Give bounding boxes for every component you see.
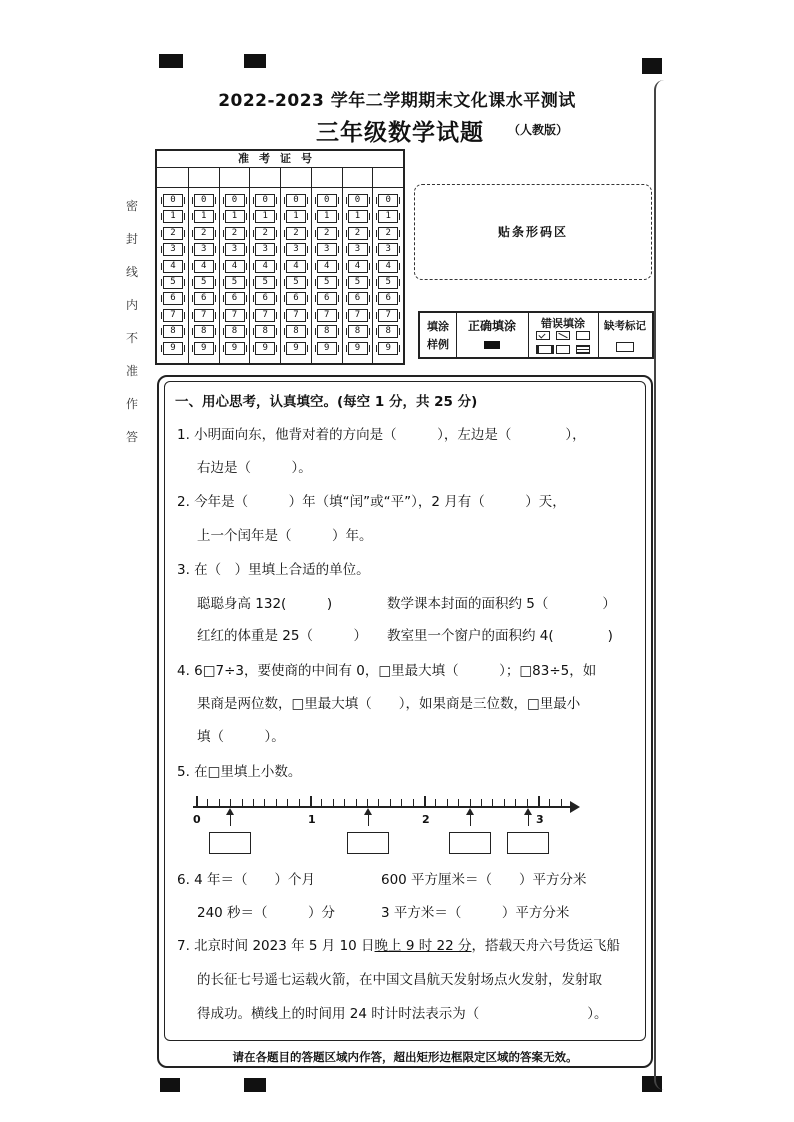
number-line-pointer (528, 812, 529, 826)
barcode-label: 贴条形码区 (497, 225, 568, 239)
seal-char: 作 (125, 397, 138, 411)
digit-bubble[interactable]: 7 (317, 309, 337, 322)
digit-bubble[interactable]: 9 (378, 342, 398, 355)
digit-bubble[interactable]: 6 (255, 292, 275, 305)
number-line-tick (424, 796, 426, 806)
digit-bubble[interactable]: 1 (255, 210, 275, 223)
digit-bubble[interactable]: 5 (378, 276, 398, 289)
digit-bubble[interactable]: 8 (163, 325, 183, 338)
seal-line-text (124, 190, 140, 454)
admission-digit-column (372, 167, 403, 363)
digit-bubble[interactable]: 5 (348, 276, 368, 289)
number-line-tick (492, 799, 493, 806)
registration-mark (244, 1078, 266, 1092)
question-6-item-d: 3 平方米＝（ ）平方分米 (381, 905, 570, 921)
seal-char: 内 (125, 298, 138, 312)
number-line-tick (413, 799, 414, 806)
digit-bubble[interactable]: 6 (163, 292, 183, 305)
question-5-line-1: 5. 在□里填上小数。 (177, 764, 302, 780)
correct-fill-mark (484, 341, 500, 349)
digit-bubble[interactable]: 3 (194, 243, 214, 256)
number-line-tick (196, 796, 198, 806)
admission-write-box[interactable] (311, 167, 342, 188)
seal-char: 线 (125, 265, 138, 279)
correct-fill-label: 正确填涂 (467, 319, 516, 333)
admission-digit-column (311, 167, 343, 363)
number-line-tick (390, 799, 391, 806)
question-3-item-d: 教室里一个窗户的面积约 4( ) (387, 628, 613, 644)
question-6-item-b: 600 平方厘米＝（ ）平方分米 (381, 872, 587, 888)
digit-bubble[interactable]: 1 (163, 210, 183, 223)
digit-bubble[interactable]: 6 (286, 292, 306, 305)
digit-bubble[interactable]: 1 (348, 210, 368, 223)
digit-bubble[interactable]: 3 (378, 243, 398, 256)
digit-bubble[interactable]: 7 (225, 309, 245, 322)
exam-title: 2022-2023 学年二学期期末文化课水平测试 (218, 91, 576, 111)
number-line-tick (435, 799, 436, 806)
correct-fill-cell (456, 313, 529, 357)
digit-bubble[interactable]: 4 (194, 260, 214, 273)
number-line-tick (310, 796, 312, 806)
digit-bubble[interactable]: 2 (225, 227, 245, 240)
question-7-line-2: 的长征七号遥七运载火箭，在中国文昌航天发射场点火发射，发射取 (197, 972, 602, 988)
number-line-tick (481, 799, 482, 806)
binding-rule (654, 80, 668, 1090)
seal-char: 不 (125, 331, 138, 345)
digit-bubble[interactable]: 8 (378, 325, 398, 338)
number-line-label-2: 2 (422, 813, 430, 826)
admission-write-box[interactable] (280, 167, 311, 188)
admission-digit-column (188, 167, 220, 363)
digit-bubble[interactable]: 0 (194, 194, 214, 207)
question-7-line-3: 得成功。横线上的时间用 24 时计时法表示为（ ）。 (197, 1006, 608, 1022)
number-line-label-1: 1 (308, 813, 316, 826)
number-line-pointer (470, 812, 471, 826)
number-line-tick (299, 799, 300, 806)
question-2-line-2: 上一个闰年是（ ）年。 (197, 528, 373, 544)
digit-bubble[interactable]: 8 (255, 325, 275, 338)
digit-bubble[interactable]: 5 (255, 276, 275, 289)
decimal-answer-box[interactable] (347, 832, 389, 854)
number-line-pointer (230, 812, 231, 826)
decimal-answer-box[interactable] (449, 832, 491, 854)
digit-bubble[interactable]: 3 (163, 243, 183, 256)
digit-bubble[interactable]: 6 (194, 292, 214, 305)
number-line-tick (470, 799, 471, 806)
registration-mark (159, 54, 183, 68)
absent-mark-label: 缺考标记 (604, 320, 646, 332)
question-3-line-1: 3. 在（ ）里填上合适的单位。 (177, 562, 370, 578)
digit-bubble[interactable]: 9 (225, 342, 245, 355)
question-6-item-a: 6. 4 年＝（ ）个月 (177, 872, 316, 888)
digit-bubble[interactable]: 7 (286, 309, 306, 322)
number-line-label-0: 0 (193, 813, 201, 826)
edition-label: （人教版） (508, 123, 569, 137)
underlined-time: 晚上 9 时 22 分 (374, 938, 472, 954)
decimal-answer-box[interactable] (209, 832, 251, 854)
digit-bubble[interactable]: 2 (194, 227, 214, 240)
digit-bubble[interactable]: 7 (348, 309, 368, 322)
admission-write-box[interactable] (157, 167, 188, 188)
digit-bubble[interactable]: 0 (317, 194, 337, 207)
admission-number-grid (155, 149, 405, 365)
exam-subtitle: 三年级数学试题 (316, 120, 484, 146)
digit-bubble[interactable]: 2 (255, 227, 275, 240)
digit-bubble[interactable]: 7 (255, 309, 275, 322)
digit-bubble[interactable]: 1 (317, 210, 337, 223)
wrong-mark-check (536, 331, 550, 340)
fill-example-label-cell (420, 313, 457, 357)
number-line-tick (549, 799, 550, 806)
digit-bubble[interactable]: 0 (286, 194, 306, 207)
digit-bubble[interactable]: 5 (317, 276, 337, 289)
number-line-tick (344, 799, 345, 806)
digit-bubble[interactable]: 5 (194, 276, 214, 289)
digit-bubble[interactable]: 5 (286, 276, 306, 289)
number-line-tick (333, 799, 334, 806)
digit-bubble[interactable]: 4 (378, 260, 398, 273)
digit-bubble[interactable]: 7 (163, 309, 183, 322)
digit-bubble[interactable]: 8 (225, 325, 245, 338)
number-line-pointer (368, 812, 369, 826)
digit-bubble[interactable]: 3 (317, 243, 337, 256)
digit-bubble[interactable]: 4 (225, 260, 245, 273)
digit-bubble[interactable]: 9 (194, 342, 214, 355)
digit-bubble[interactable]: 6 (225, 292, 245, 305)
digit-bubble[interactable]: 9 (255, 342, 275, 355)
number-line-tick (458, 799, 459, 806)
digit-bubble[interactable]: 0 (378, 194, 398, 207)
digit-bubble[interactable]: 1 (194, 210, 214, 223)
digit-bubble[interactable]: 9 (286, 342, 306, 355)
number-line-tick (356, 799, 357, 806)
admission-write-box[interactable] (372, 167, 403, 188)
digit-bubble[interactable]: 5 (225, 276, 245, 289)
wrong-fill-label: 错误填涂 (541, 317, 585, 330)
digit-bubble[interactable]: 3 (348, 243, 368, 256)
answer-notice: 请在各题目的答题区域内作答，超出矩形边框限定区域的答案无效。 (232, 1050, 578, 1064)
number-line-tick (276, 799, 277, 806)
wrong-mark-empty (576, 331, 590, 340)
number-line-tick (538, 796, 540, 806)
admission-digit-column (249, 167, 281, 363)
wrong-mark-partial (536, 345, 554, 354)
digit-bubble[interactable]: 0 (348, 194, 368, 207)
number-line-arrow (570, 801, 580, 813)
registration-mark (160, 1078, 180, 1092)
digit-bubble[interactable]: 0 (255, 194, 275, 207)
digit-bubble[interactable]: 9 (317, 342, 337, 355)
admission-digit-column (157, 167, 189, 363)
seal-char: 密 (125, 199, 138, 213)
admission-digit-column (280, 167, 312, 363)
number-line-axis (193, 806, 573, 808)
wrong-mark-cross (556, 331, 570, 340)
digit-bubble[interactable]: 4 (163, 260, 183, 273)
digit-bubble[interactable]: 5 (163, 276, 183, 289)
number-line-tick (515, 799, 516, 806)
registration-mark (244, 54, 266, 68)
question-6-item-c: 240 秒＝（ ）分 (197, 905, 336, 921)
question-3-item-a: 聪聪身高 132( ) (197, 596, 333, 612)
fill-example-label: 填涂样例 (427, 320, 449, 351)
digit-bubble[interactable]: 6 (317, 292, 337, 305)
barcode-area (414, 184, 652, 280)
digit-bubble[interactable]: 7 (194, 309, 214, 322)
number-line-tick (527, 799, 528, 806)
digit-bubble[interactable]: 9 (163, 342, 183, 355)
admission-write-box[interactable] (219, 167, 250, 188)
seal-char: 封 (125, 232, 138, 246)
absent-mark-box (616, 342, 634, 352)
question-3-item-c: 红红的体重是 25（ ） (197, 628, 367, 644)
wrong-mark-circle (556, 345, 570, 354)
question-4-line-1: 4. 6□7÷3，要使商的中间有 0，□里最大填（ ）；□83÷5，如 (177, 663, 597, 679)
admission-write-box[interactable] (188, 167, 219, 188)
question-3-item-b: 数学课本封面的面积约 5（ ） (387, 596, 616, 612)
number-line-tick (321, 799, 322, 806)
question-7-line-1: 7. 北京时间 2023 年 5 月 10 日晚上 9 时 22 分，搭载天舟六号货运飞船 (177, 938, 620, 954)
number-line-tick (242, 799, 243, 806)
number-line-tick (230, 799, 231, 806)
number-line-tick (287, 799, 288, 806)
number-line-tick (447, 799, 448, 806)
number-line-tick (561, 799, 562, 806)
digit-bubble[interactable]: 3 (255, 243, 275, 256)
fill-example-box (418, 311, 654, 359)
digit-bubble[interactable]: 6 (348, 292, 368, 305)
wrong-mark-striped (576, 345, 590, 354)
seal-char: 答 (125, 430, 138, 444)
digit-bubble[interactable]: 6 (378, 292, 398, 305)
digit-bubble[interactable]: 2 (348, 227, 368, 240)
digit-bubble[interactable]: 4 (286, 260, 306, 273)
digit-bubble[interactable]: 1 (286, 210, 306, 223)
digit-bubble[interactable]: 8 (348, 325, 368, 338)
digit-bubble[interactable]: 4 (317, 260, 337, 273)
digit-bubble[interactable]: 4 (255, 260, 275, 273)
digit-bubble[interactable]: 7 (378, 309, 398, 322)
wrong-fill-cell (528, 313, 599, 357)
admission-digit-column (342, 167, 374, 363)
digit-bubble[interactable]: 8 (286, 325, 306, 338)
question-4-line-2: 果商是两位数，□里最大填（ ），如果商是三位数，□里最小 (197, 696, 581, 712)
digit-bubble[interactable]: 8 (317, 325, 337, 338)
digit-bubble[interactable]: 2 (317, 227, 337, 240)
digit-bubble[interactable]: 2 (378, 227, 398, 240)
question-4-line-3: 填（ ）。 (197, 729, 285, 745)
number-line-label-3: 3 (536, 813, 544, 826)
number-line-tick (219, 799, 220, 806)
digit-bubble[interactable]: 9 (348, 342, 368, 355)
number-line-tick (367, 799, 368, 806)
absent-mark-cell (598, 313, 652, 357)
digit-bubble[interactable]: 0 (163, 194, 183, 207)
admission-title: 准考证号 (157, 151, 403, 168)
number-line-tick (207, 799, 208, 806)
digit-bubble[interactable]: 3 (225, 243, 245, 256)
number-line-tick (378, 799, 379, 806)
digit-bubble[interactable]: 1 (378, 210, 398, 223)
question-1-line-1: 1. 小明面向东，他背对着的方向是（ ），左边是（ ）， (177, 427, 586, 443)
admission-write-box[interactable] (249, 167, 280, 188)
digit-bubble[interactable]: 1 (225, 210, 245, 223)
digit-bubble[interactable]: 2 (163, 227, 183, 240)
number-line-tick (253, 799, 254, 806)
section-heading: 一、用心思考，认真填空。(每空 1 分，共 25 分) (175, 394, 478, 410)
question-1-line-2: 右边是（ ）。 (197, 460, 312, 476)
digit-bubble[interactable]: 4 (348, 260, 368, 273)
number-line-tick (504, 799, 505, 806)
seal-char: 准 (125, 364, 138, 378)
digit-bubble[interactable]: 2 (286, 227, 306, 240)
registration-mark (642, 58, 662, 74)
admission-digit-column (219, 167, 251, 363)
digit-bubble[interactable]: 3 (286, 243, 306, 256)
number-line-tick (401, 799, 402, 806)
digit-bubble[interactable]: 0 (225, 194, 245, 207)
admission-write-box[interactable] (342, 167, 373, 188)
number-line-tick (264, 799, 265, 806)
question-2-line-1: 2. 今年是（ ）年（填“闰”或“平”），2 月有（ ）天， (177, 494, 566, 510)
decimal-answer-box[interactable] (507, 832, 549, 854)
digit-bubble[interactable]: 8 (194, 325, 214, 338)
